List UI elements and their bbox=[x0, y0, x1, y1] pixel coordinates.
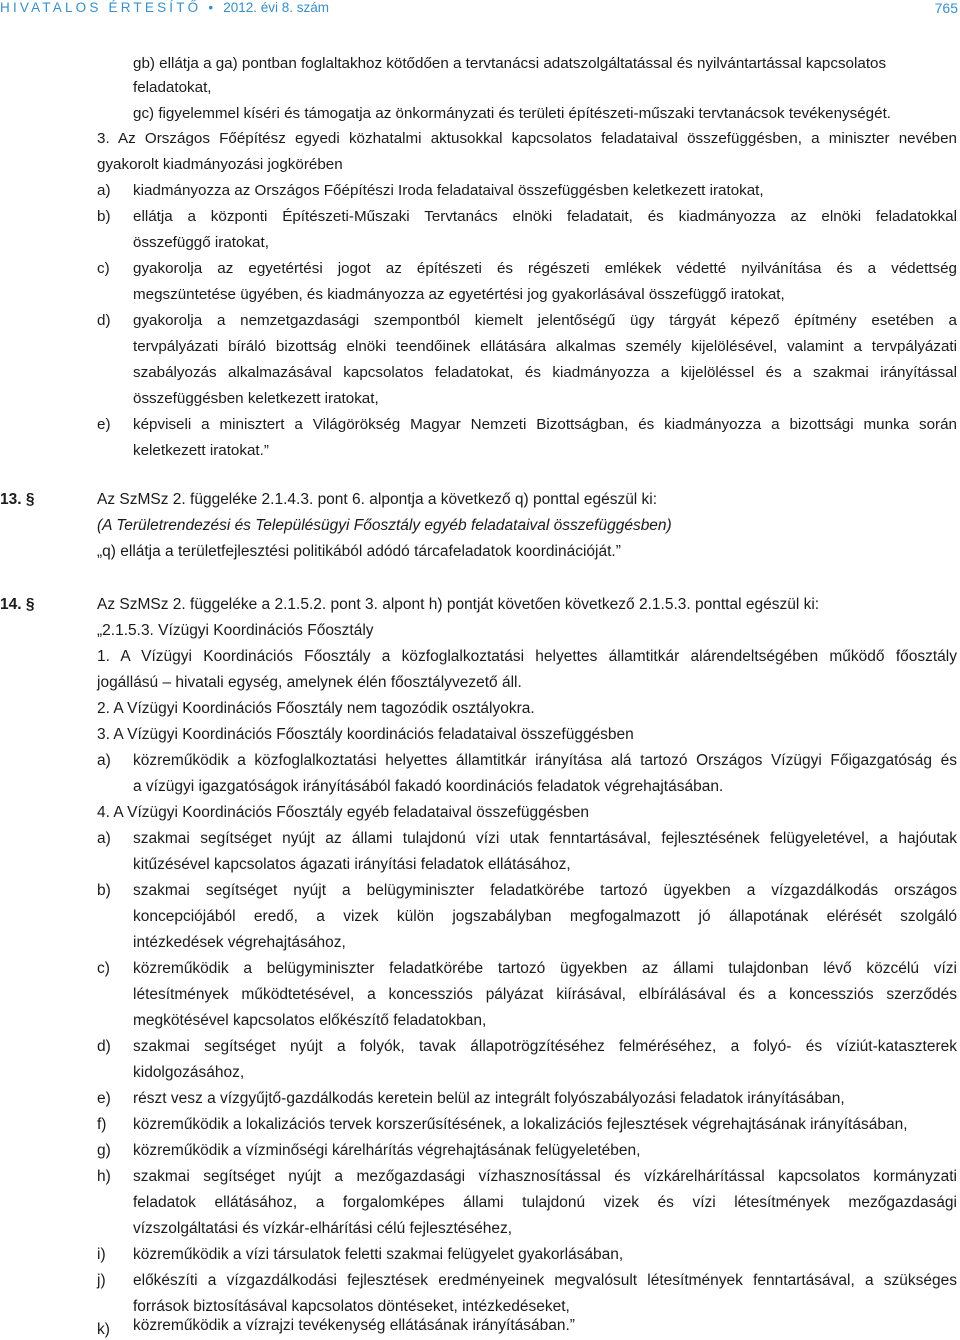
page-header bbox=[0, 0, 960, 22]
p3-line-1: 3. Az Országos Főépítész egyedi közhatalmi aktusokkal kapcsolatos feladataival összefüggésben, a miniszter nevében bbox=[97, 130, 957, 147]
s14-p4-j-line-2: források biztosításával kapcsolatos döntéseket, intézkedéseket, bbox=[133, 1298, 570, 1315]
s14-p4-a-line-2: kitűzésével kapcsolatos ágazati irányítási feladatok ellátásához, bbox=[133, 856, 571, 873]
section-14-number: 14. § bbox=[0, 596, 35, 613]
s14-p4-k-label: k) bbox=[97, 1321, 110, 1338]
s14-p3-a-line-1: közreműködik a közfoglalkoztatási helyettes államtitkár irányítása alá tartozó Országos Vízügyi Főigazgatóság és bbox=[133, 752, 957, 769]
s14-p4-k-line-1: közreműködik a vízrajzi tevékenység ellátásának irányításában.” bbox=[133, 1317, 575, 1334]
p3-d-line-2: tervpályázati bíráló bizottság elnöki teendőinek ellátására alkalmas személy kijelölésével, valamint a tervpályázati bbox=[133, 338, 957, 355]
item-gb-line-2: feladatokat, bbox=[133, 79, 212, 96]
s14-p4-g-label: g) bbox=[97, 1142, 111, 1159]
header-bullet: • bbox=[208, 0, 217, 15]
s14-p4-f-label: f) bbox=[97, 1116, 107, 1133]
s14-p4-j-label: j) bbox=[97, 1272, 106, 1289]
s14-p4-h-line-2: feladatok ellátásához, a forgalomképes állami tulajdonú vizek és vízi létesítmények mezőgazdasági bbox=[133, 1194, 957, 1211]
s14-p2: 2. A Vízügyi Koordinációs Főosztály nem tagozódik osztályokra. bbox=[97, 700, 535, 717]
p3-a-line-1: kiadmányozza az Országos Főépítészi Iroda feladataival összefüggésben keletkezett iratokat, bbox=[133, 182, 764, 199]
s14-p4-a-label: a) bbox=[97, 830, 111, 847]
s14-p4-g-line-1: közreműködik a vízminőségi kárelhárítás végrehajtásának felügyeletében, bbox=[133, 1142, 641, 1159]
section-14-line-1: Az SzMSz 2. függeléke a 2.1.5.2. pont 3. alpont h) pontját követően következő 2.1.5.3. ponttal egészül ki: bbox=[97, 596, 820, 613]
s14-p4-e-label: e) bbox=[97, 1090, 111, 1107]
item-gc: gc) figyelemmel kíséri és támogatja az önkormányzati és területi építészeti-műszaki tervtanácsok tevékenységét. bbox=[133, 105, 892, 122]
s14-p4-b-line-1: szakmai segítséget nyújt a belügyminiszter feladatkörébe tartozó ügyekben a vízgazdálkodás országos bbox=[133, 882, 957, 899]
section-13-number: 13. § bbox=[0, 491, 35, 508]
s14-p4: 4. A Vízügyi Koordinációs Főosztály egyéb feladataival összefüggésben bbox=[97, 804, 590, 821]
section-13-line-2: (A Területrendezési és Településügyi Főosztály egyéb feladataival összefüggésben) bbox=[97, 517, 672, 534]
s14-p4-i-line-1: közreműködik a vízi társulatok feletti szakmai felügyelet gyakorlásában, bbox=[133, 1246, 624, 1263]
s14-p4-c-line-2: létesítmények működtetésével, a koncessziós pályázat kiírásával, elbírálásával és a koncessziós szerződés bbox=[133, 986, 957, 1003]
p3-d-line-3: szabályozás alkalmazásával kapcsolatos feladatokat, és kiadmányozza a kijelöléssel és a szakmai irányítással bbox=[133, 364, 957, 381]
s14-p1-line-1: 1. A Vízügyi Koordinációs Főosztály a közfoglalkoztatási helyettes államtitkár alárendeltségében működő főosztály bbox=[97, 648, 957, 665]
page-number: 765 bbox=[934, 0, 958, 16]
issue-label: 2012. évi 8. szám bbox=[223, 0, 330, 15]
s14-p4-d-label: d) bbox=[97, 1038, 111, 1055]
p3-b-label: b) bbox=[97, 208, 111, 225]
p3-d-label: d) bbox=[97, 312, 111, 329]
p3-a-label: a) bbox=[97, 182, 111, 199]
section-14-heading: „2.1.5.3. Vízügyi Koordinációs Főosztály bbox=[97, 622, 374, 639]
p3-d-line-4: összefüggésben keletkezett iratokat, bbox=[133, 390, 379, 407]
s14-p4-c-label: c) bbox=[97, 960, 110, 977]
p3-b-line-1: ellátja a központi Építészeti-Műszaki Tervtanács elnöki feladatait, és kiadmányozza az elnöki feladatokkal bbox=[133, 208, 957, 225]
s14-p4-d-line-2: kidolgozásához, bbox=[133, 1064, 245, 1081]
p3-c-line-2: megszüntetése ügyében, és kiadmányozza az egyetértési jog gyakorlásával összefüggő iratokat, bbox=[133, 286, 785, 303]
s14-p4-h-line-3: vízszolgáltatási és vízkár-elhárítási célú fejlesztéséhez, bbox=[133, 1220, 513, 1237]
section-13-line-3: „q) ellátja a területfejlesztési politikából adódó tárcafeladatok koordinációját.” bbox=[97, 543, 621, 560]
s14-p4-a-line-1: szakmai segítséget nyújt az állami tulajdonú vízi utak fenntartásával, fejlesztésének felügyeletével, a hajóutak bbox=[133, 830, 957, 847]
s14-p4-b-line-3: intézkedések végrehajtásához, bbox=[133, 934, 346, 951]
s14-p4-c-line-3: megkötésével kapcsolatos előkészítő feladatokban, bbox=[133, 1012, 487, 1029]
s14-p3-a-line-2: a vízügyi igazgatóságok irányításából fakadó koordinációs feladatok végrehajtásában. bbox=[133, 778, 724, 795]
p3-c-label: c) bbox=[97, 260, 110, 277]
p3-d-line-1: gyakorolja a nemzetgazdasági szempontból kiemelt jelentőségű ügy tárgyát képező építmény esetében a bbox=[133, 312, 957, 329]
p3-c-line-1: gyakorolja az egyetértési jogot az építészeti és régészeti emlékek védetté nyilvánítása és a védettség bbox=[133, 260, 957, 277]
s14-p4-h-line-1: szakmai segítséget nyújt a mezőgazdasági vízhasznosítással és vízkárelhárítással kapcsolatos kormányzati bbox=[133, 1168, 957, 1185]
item-gb-line-1: gb) ellátja a ga) pontban foglaltakhoz kötődően a tervtanácsi adatszolgáltatással és nyilvántartással kapcsolatos bbox=[133, 55, 887, 72]
p3-e-line-2: keletkezett iratokat.” bbox=[133, 442, 269, 459]
section-13-line-1: Az SzMSz 2. függeléke 2.1.4.3. pont 6. alpontja a következő q) ponttal egészül ki: bbox=[97, 491, 658, 508]
journal-title: HIVATALOS ÉRTESÍTŐ • 2012. évi 8. szám bbox=[0, 0, 330, 15]
s14-p4-b-line-2: koncepciójából eredő, a vizek külön jogszabályban megfogalmazott jó állapotának elérését szolgáló bbox=[133, 908, 957, 925]
s14-p3: 3. A Vízügyi Koordinációs Főosztály koordinációs feladataival összefüggésben bbox=[97, 726, 634, 743]
s14-p4-b-label: b) bbox=[97, 882, 111, 899]
p3-line-2: gyakorolt kiadmányozási jogkörében bbox=[97, 156, 343, 173]
p3-b-line-2: összefüggő iratokat, bbox=[133, 234, 269, 251]
p3-e-line-1: képviseli a minisztert a Világörökség Magyar Nemzeti Bizottságban, és kiadmányozza a bizottsági munka során bbox=[133, 416, 957, 433]
s14-p4-j-line-1: előkészíti a vízgazdálkodási fejlesztések eredményeinek megvalósult létesítmények fenntartásával, a szükséges bbox=[133, 1272, 957, 1289]
s14-p4-f-line-1: közreműködik a lokalizációs tervek korszerűsítésének, a lokalizációs fejlesztések végrehajtásának irányításában, bbox=[133, 1116, 908, 1133]
s14-p1-line-2: jogállású – hivatali egység, amelynek élén főosztályvezető áll. bbox=[97, 674, 522, 691]
p3-e-label: e) bbox=[97, 416, 111, 433]
s14-p4-c-line-1: közreműködik a belügyminiszter feladatkörébe tartozó ügyekben az állami tulajdonban lévő közcélú vízi bbox=[133, 960, 957, 977]
s14-p3-a-label: a) bbox=[97, 752, 111, 769]
s14-p4-e-line-1: részt vesz a vízgyűjtő-gazdálkodás keretein belül az integrált folyószabályozási feladatok irányításában, bbox=[133, 1090, 845, 1107]
s14-p4-d-line-1: szakmai segítséget nyújt a folyók, tavak állapotrögzítéséhez felméréséhez, a folyó- és víziút-kataszterek bbox=[133, 1038, 957, 1055]
s14-p4-h-label: h) bbox=[97, 1168, 111, 1185]
s14-p4-i-label: i) bbox=[97, 1246, 106, 1263]
